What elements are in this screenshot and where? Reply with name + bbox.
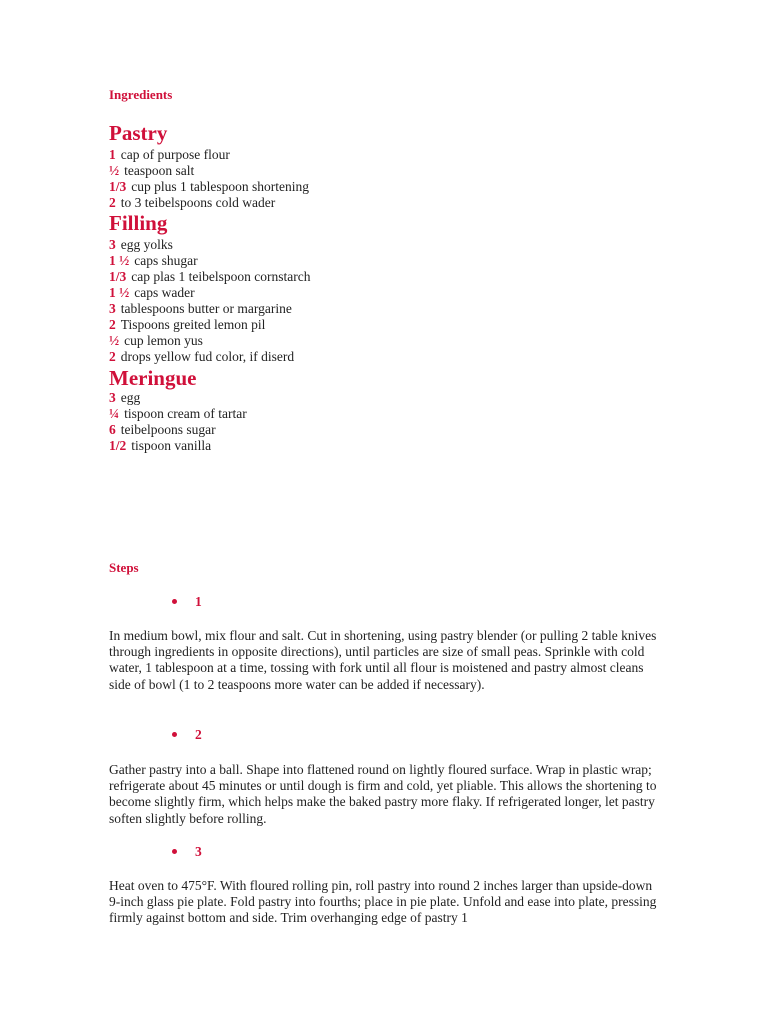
ingredient-qty: 2 <box>109 317 116 332</box>
ingredient-text: cap of purpose flour <box>120 147 230 162</box>
ingredient-qty: 1/3 <box>109 179 127 194</box>
ingredient-text: cup lemon yus <box>124 333 203 348</box>
ingredient-item <box>109 333 203 349</box>
step-number-row <box>172 844 202 860</box>
ingredient-qty: 3 <box>109 390 116 405</box>
step-text: Gather pastry into a ball. Shape into flattened round on lightly floured surface. Wrap in plastic wrap; refrigerate about 45 minutes or until dough is firm and cold, yet pliable. This allows the shortening to become slightly firm, which helps make the baked pastry more flaky. If refrigerated longer, let pastry soften slightly before rolling. <box>109 762 657 826</box>
ingredient-qty: 6 <box>109 422 116 437</box>
steps-heading: Steps <box>109 560 139 575</box>
step-number: 3 <box>195 844 202 859</box>
ingredient-item <box>109 195 275 211</box>
ingredient-text: tablespoons butter or margarine <box>120 301 292 316</box>
ingredient-item <box>109 285 195 301</box>
ingredient-qty: ½ <box>109 333 120 348</box>
ingredient-text: cup plus 1 tablespoon shortening <box>131 179 309 194</box>
step-text: In medium bowl, mix flour and salt. Cut in shortening, using pastry blender (or pulling 2 table knives through ingredients in opposite directions), until particles are size of small peas. Sprinkle with cold water, 1 tablespoon at a time, tossing with fork until all flour is moistened and pastry almost cleans side of bowl (1 to 2 teaspoons more water can be added if necessary). <box>109 628 657 692</box>
ingredient-text: Tispoons greited lemon pil <box>120 317 266 332</box>
step-number-row <box>172 727 202 743</box>
ingredient-item <box>109 237 173 253</box>
ingredient-qty: 1 <box>109 147 116 162</box>
ingredient-qty: ¼ <box>109 406 120 421</box>
ingredient-qty: 2 <box>109 349 116 364</box>
step-number: 2 <box>195 727 202 742</box>
ingredient-item <box>109 349 294 365</box>
ingredient-item <box>109 317 265 333</box>
ingredient-qty: 3 <box>109 301 116 316</box>
ingredient-text: drops yellow fud color, if diserd <box>120 349 295 364</box>
ingredient-item <box>109 253 198 269</box>
bullet-icon <box>172 599 177 604</box>
ingredient-item <box>109 301 292 317</box>
ingredient-text: caps wader <box>134 285 195 300</box>
ingredient-qty: 1 ½ <box>109 285 130 300</box>
ingredient-text: cap plas 1 teibelspoon cornstarch <box>131 269 311 284</box>
ingredient-qty: 1 ½ <box>109 253 130 268</box>
ingredient-item <box>109 269 310 285</box>
ingredients-heading: Ingredients <box>109 87 173 102</box>
section-title-filling: Filling <box>109 211 168 235</box>
ingredient-text: tispoon cream of tartar <box>124 406 247 421</box>
ingredient-text: teibelpoons sugar <box>120 422 216 437</box>
ingredient-item <box>109 179 309 195</box>
bullet-icon <box>172 732 177 737</box>
ingredient-text: teaspoon salt <box>124 163 195 178</box>
ingredient-item <box>109 390 140 406</box>
section-title-pastry: Pastry <box>109 121 168 145</box>
ingredient-text: egg <box>120 390 141 405</box>
ingredient-qty: ½ <box>109 163 120 178</box>
section-title-meringue: Meringue <box>109 366 197 390</box>
ingredient-text: caps shugar <box>134 253 198 268</box>
ingredient-item <box>109 163 194 179</box>
ingredient-item <box>109 422 216 438</box>
ingredient-qty: 2 <box>109 195 116 210</box>
ingredient-text: to 3 teibelspoons cold wader <box>120 195 276 210</box>
ingredient-item <box>109 406 247 422</box>
ingredient-text: tispoon vanilla <box>131 438 212 453</box>
ingredient-item <box>109 147 230 163</box>
step-number-row <box>172 594 202 610</box>
ingredient-text: egg yolks <box>120 237 173 252</box>
ingredient-qty: 1/3 <box>109 269 127 284</box>
bullet-icon <box>172 849 177 854</box>
ingredient-qty: 1/2 <box>109 438 127 453</box>
ingredient-item <box>109 438 211 454</box>
step-text: Heat oven to 475°F. With floured rolling pin, roll pastry into round 2 inches larger than upside-down 9-inch glass pie plate. Fold pastry into fourths; place in pie plate. Unfold and ease into plate, pressing firmly against bottom and side. Trim overhanging edge of pastry 1 <box>109 878 657 926</box>
step-number: 1 <box>195 594 202 609</box>
ingredient-qty: 3 <box>109 237 116 252</box>
